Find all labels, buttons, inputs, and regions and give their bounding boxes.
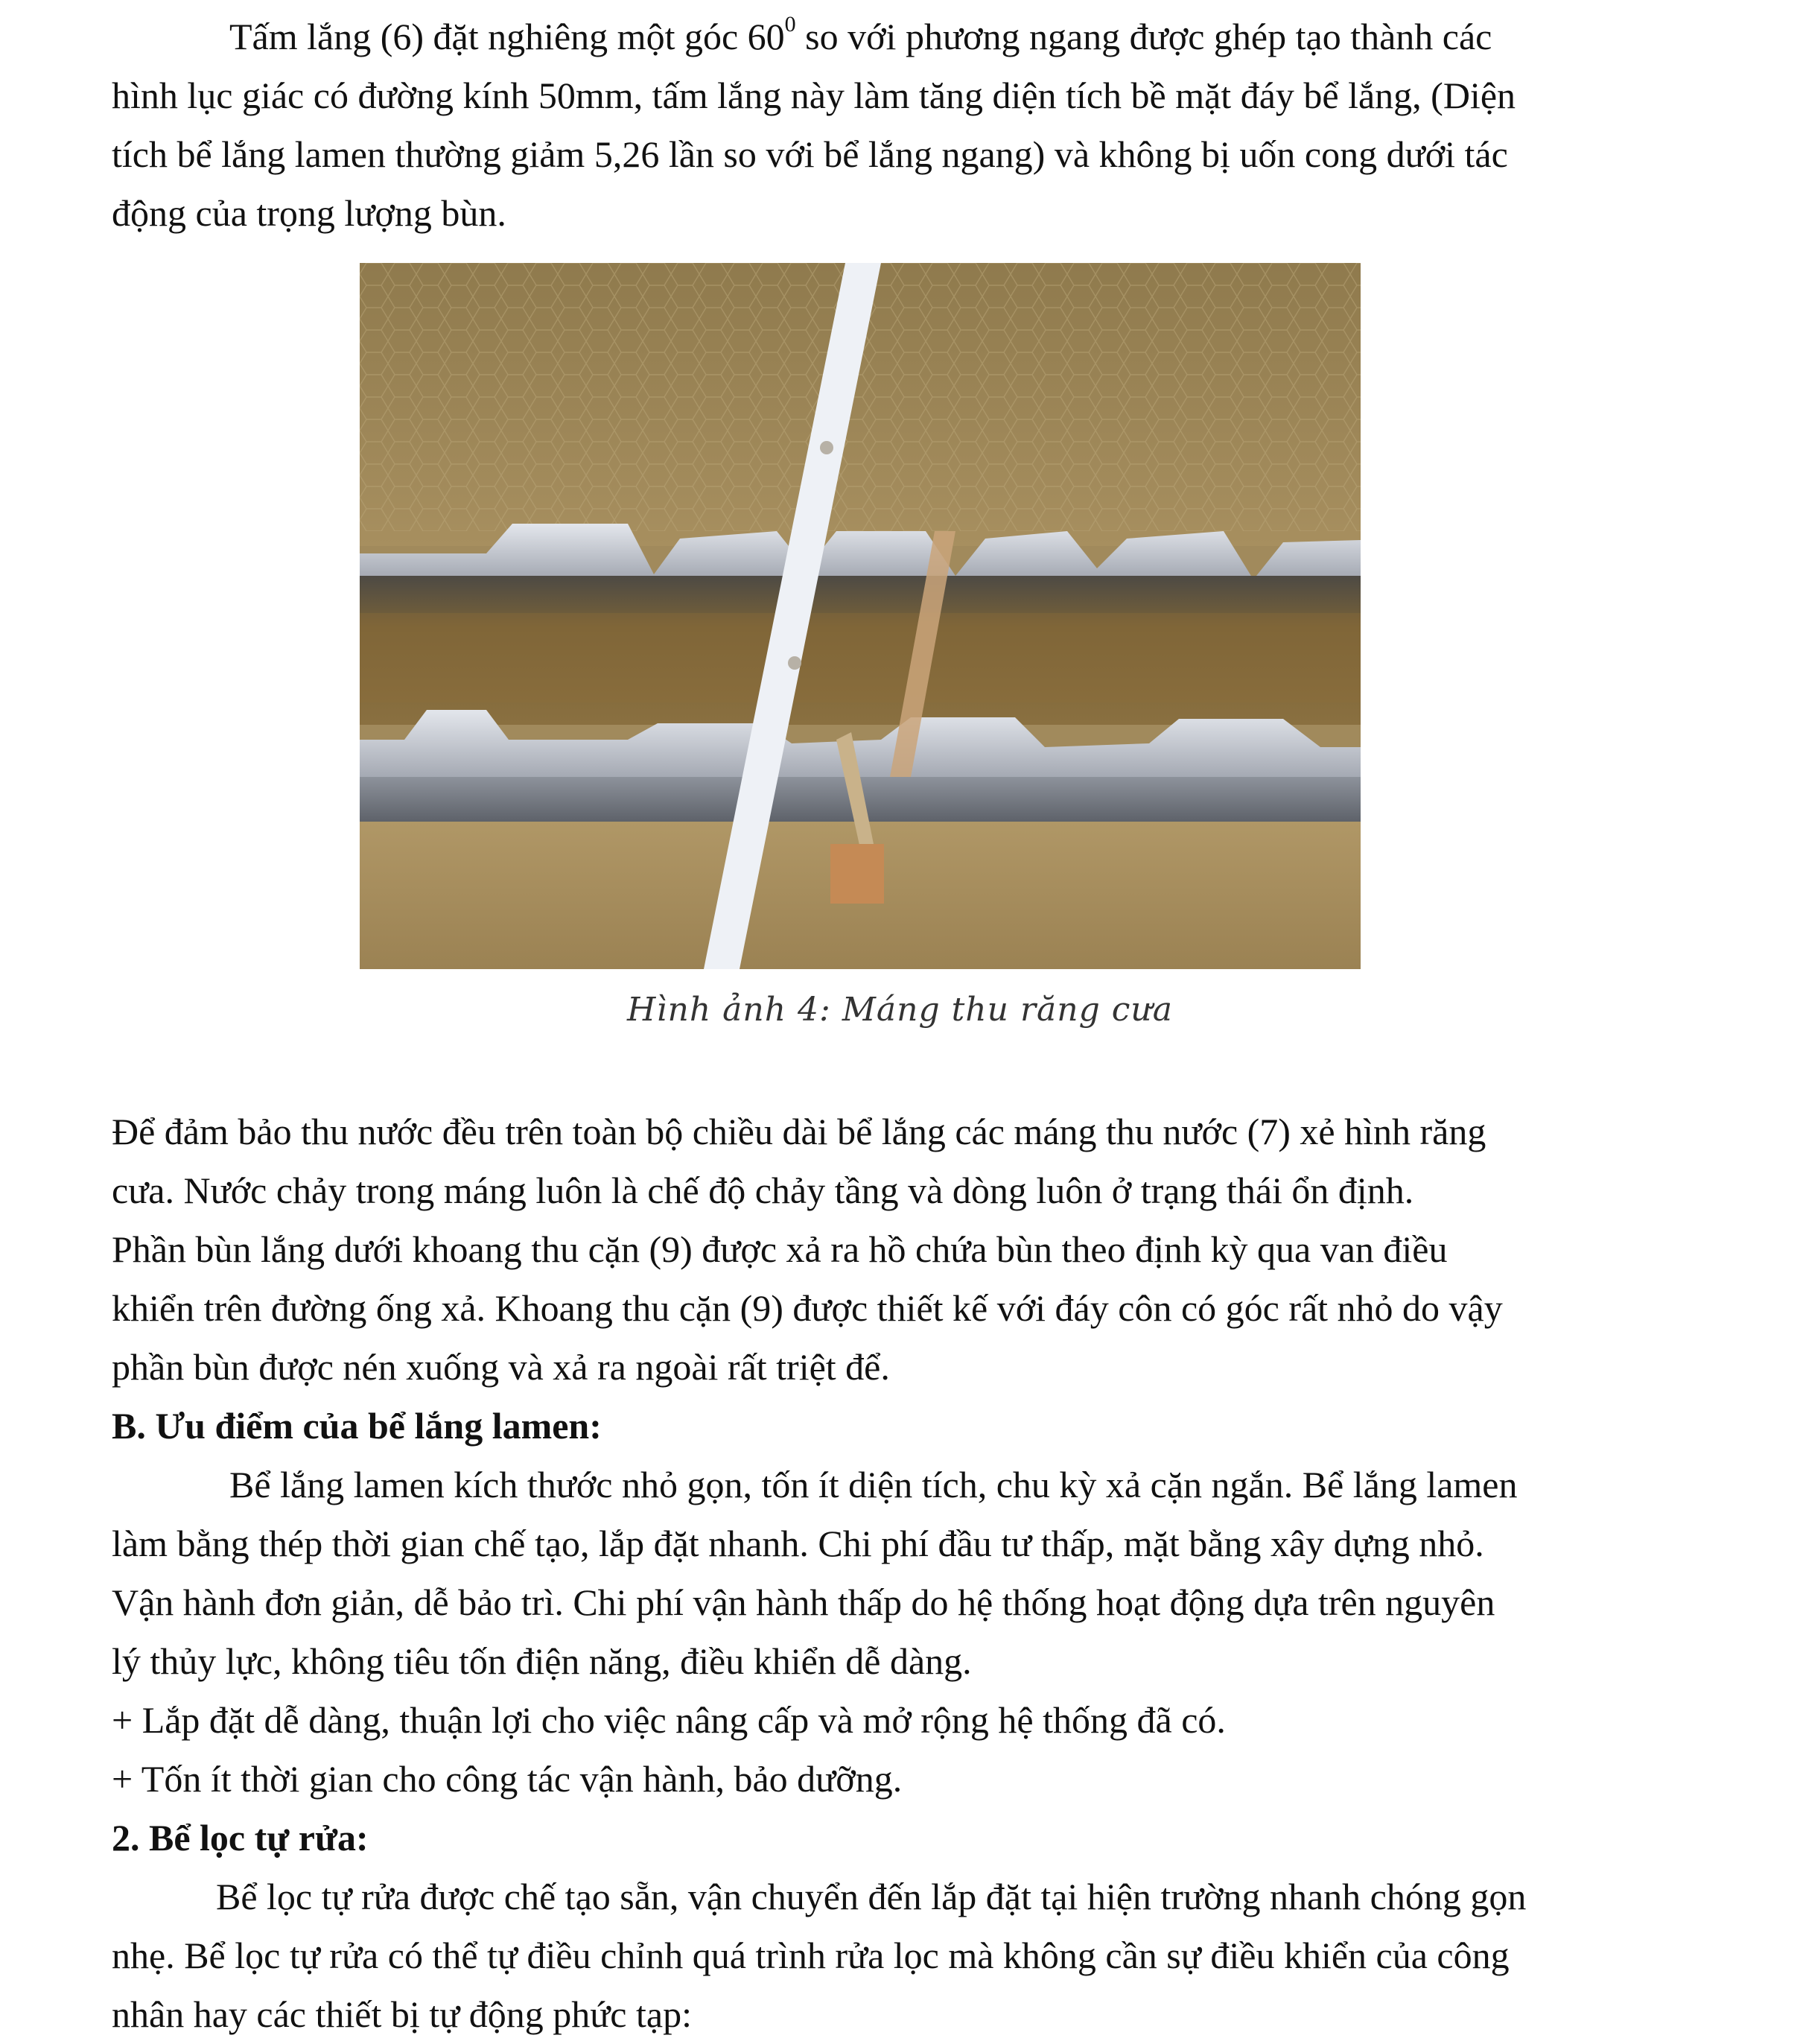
paragraph-line: Phần bùn lắng dưới khoang thu cặn (9) được xả ra hồ chứa bùn theo định kỳ qua van điều bbox=[112, 1228, 1448, 1270]
figure-caption: Hình ảnh 4: Máng thu răng cưa bbox=[627, 991, 1173, 1029]
text-block-top bbox=[112, 7, 1516, 243]
paragraph-advantages bbox=[112, 1456, 1526, 1691]
paragraph-line: Bể lọc tự rửa được chế tạo sẵn, vận chuyển đến lắp đặt tại hiện trường nhanh chóng gọn bbox=[216, 1876, 1527, 1917]
post-bolt bbox=[788, 656, 801, 670]
paragraph-line: phần bùn được nén xuống và xả ra ngoài rất triệt để. bbox=[112, 1346, 890, 1388]
degree-superscript: 0 bbox=[784, 12, 796, 37]
paragraph-line: lý thủy lực, không tiêu tốn điện năng, điều khiển dễ dàng. bbox=[112, 1640, 972, 1682]
paragraph-line bbox=[112, 7, 1516, 66]
paragraph-lamella-plates bbox=[112, 7, 1516, 243]
sludge-texture bbox=[360, 613, 1361, 702]
paragraph-line: làm bằng thép thời gian chế tạo, lắp đặt nhanh. Chi phí đầu tư thấp, mặt bằng xây dựng nhỏ. bbox=[112, 1523, 1484, 1564]
paragraph-self-wash-filter bbox=[112, 1867, 1526, 2044]
text-run: so với phương ngang được ghép tạo thành các bbox=[795, 16, 1492, 57]
bullet-text: + Tốn ít thời gian cho công tác vận hành, bảo dưỡng. bbox=[112, 1758, 903, 1800]
paragraph-line: khiển trên đường ống xả. Khoang thu cặn (9) được thiết kế với đáy côn có góc rất nhỏ do vậy bbox=[112, 1287, 1503, 1329]
paragraph-line: nhân hay các thiết bị tự động phức tạp: bbox=[112, 1993, 692, 2035]
paragraph-sawtooth-trough bbox=[112, 1102, 1526, 1397]
post-bolt bbox=[820, 441, 833, 454]
brace-plate bbox=[830, 844, 884, 904]
section-heading-self-wash-filter: 2. Bể lọc tự rửa: bbox=[112, 1817, 369, 1859]
paragraph-line: Bể lắng lamen kích thước nhỏ gọn, tốn ít diện tích, chu kỳ xả cặn ngắn. Bể lắng lamen bbox=[229, 1464, 1518, 1505]
paragraph-line: Vận hành đơn giản, dễ bảo trì. Chi phí vận hành thấp do hệ thống hoạt động dựa trên nguyên bbox=[112, 1581, 1495, 1623]
text-run: Tấm lắng (6) đặt nghiêng một góc 60 bbox=[229, 16, 785, 57]
bullet-item bbox=[112, 1691, 1526, 1750]
trough-upper-rim bbox=[360, 524, 1361, 583]
paragraph-line: Để đảm bảo thu nước đều trên toàn bộ chiều dài bể lắng các máng thu nước (7) xẻ hình răng bbox=[112, 1111, 1486, 1152]
sawtooth-trough-photo bbox=[360, 263, 1361, 969]
text-block-bottom bbox=[112, 1102, 1526, 2044]
bullet-item bbox=[112, 1750, 1526, 1809]
section-heading-advantages: B. Ưu điểm của bể lắng lamen: bbox=[112, 1405, 602, 1447]
paragraph-line: hình lục giác có đường kính 50mm, tấm lắng này làm tăng diện tích bề mặt đáy bể lắng, (Diện bbox=[112, 74, 1516, 116]
paragraph-line: cưa. Nước chảy trong máng luôn là chế độ chảy tầng và dòng luôn ở trạng thái ổn định. bbox=[112, 1169, 1414, 1211]
paragraph-line: động của trọng lượng bùn. bbox=[112, 192, 506, 234]
paragraph-line: tích bể lắng lamen thường giảm 5,26 lần so với bể lắng ngang) và không bị uốn cong dưới tác bbox=[112, 133, 1508, 175]
paragraph-line: nhẹ. Bể lọc tự rửa có thể tự điều chỉnh quá trình rửa lọc mà không cần sự điều khiển của công bbox=[112, 1935, 1510, 1976]
bullet-text: + Lắp đặt dễ dàng, thuận lợi cho việc nâng cấp và mở rộng hệ thống đã có. bbox=[112, 1699, 1226, 1741]
